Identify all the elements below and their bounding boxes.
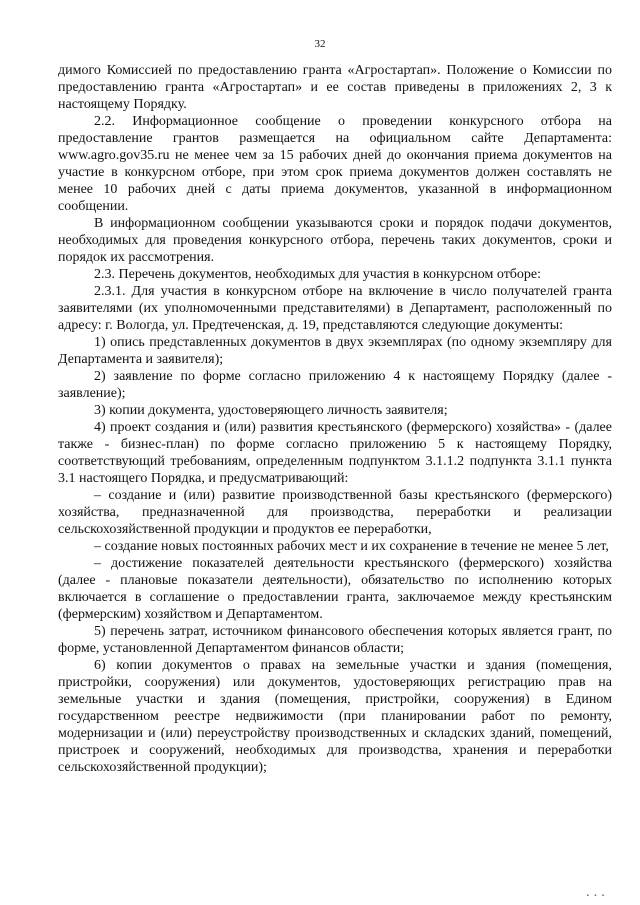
paragraph: 3) копии документа, удостоверяющего личность заявителя; xyxy=(94,403,448,418)
paragraph: 2.3. Перечень документов, необходимых для участия в конкурсном отборе: xyxy=(94,267,542,282)
paragraph: – создание новых постоянных рабочих мест и их сохранение в течение не менее 5 лет, xyxy=(94,539,609,554)
paragraph: 2.3.1. Для участия в конкурсном отборе на включение в число получателей гранта заявителями (их уполномоченными представителями) в Департамент, расположенный по адресу: г. Вологда, ул. Предтеченская, д. 19, представляются следующие документы: xyxy=(58,284,612,333)
paragraph: 2.2. Информационное сообщение о проведении конкурсного отбора на предоставление грантов размещается на официальном сайте Департамента: www.agro.gov35.ru не менее чем за 15 рабочих дней до окончания приема документов на участие в конкурсном отборе, при этом срок приема документов должен составлять не менее 10 рабочих дней с даты приема документов, указанной в информационном сообщении. xyxy=(58,114,612,214)
paragraph: – достижение показателей деятельности крестьянского (фермерского) хозяйства (далее - плановые показатели деятельности), обязательство по исполнению которых включается в соглашение о предоставлении гранта, заключаемое между крестьянским (фермерским) хозяйством и Департаментом. xyxy=(58,556,612,622)
document-body xyxy=(58,62,612,776)
paragraph: 2) заявление по форме согласно приложению 4 к настоящему Порядку (далее - заявление); xyxy=(58,369,612,401)
paragraph: 6) копии документов о правах на земельные участки и здания (помещения, пристройки, сооружения) или документов, удостоверяющих регистрацию прав на земельные участки и здания (помещения, пристройки, сооружения) в Едином государственном реестре недвижимости (при планировании работ по ремонту, модернизации и (или) переустройству производственных и складских зданий, помещений, пристроек и сооружений, необходимых для производства, хранения и переработки сельскохозяйственной продукции); xyxy=(58,658,612,775)
paragraph: – создание и (или) развитие производственной базы крестьянского (фермерского) хозяйства, предназначенной для производства, переработки и реализации сельскохозяйственной продукции и продуктов ее переработки, xyxy=(58,488,612,537)
paragraph: димого Комиссией по предоставлению гранта «Агростартап». Положение о Комиссии по предоставлению гранта «Агростартап» и ее состав приведены в приложениях 2, 3 к настоящему Порядку. xyxy=(58,63,612,112)
paragraph: 1) опись представленных документов в двух экземплярах (по одному экземпляру для Департамента и заявителя); xyxy=(58,335,612,367)
paragraph: В информационном сообщении указываются сроки и порядок подачи документов, необходимых для проведения конкурсного отбора, перечень таких документов, сроки и порядок их рассмотрения. xyxy=(58,216,612,265)
page-number: 32 xyxy=(314,38,326,50)
paragraph: 5) перечень затрат, источником финансового обеспечения которых является грант, по форме, установленной Департаментом финансов области; xyxy=(58,624,612,656)
paragraph: 4) проект создания и (или) развития крестьянского (фермерского) хозяйства» - (далее также - бизнес-план) по форме согласно приложению 5 к настоящему Порядку, соответствующий требованиям, определенным подпунктом 3.1.1.2 подпункта 3.1.1 пункта 3.1 настоящего Порядка, и предусматривающий: xyxy=(58,420,612,486)
scan-mark: ▪ ▪ ▪ xyxy=(586,893,606,899)
